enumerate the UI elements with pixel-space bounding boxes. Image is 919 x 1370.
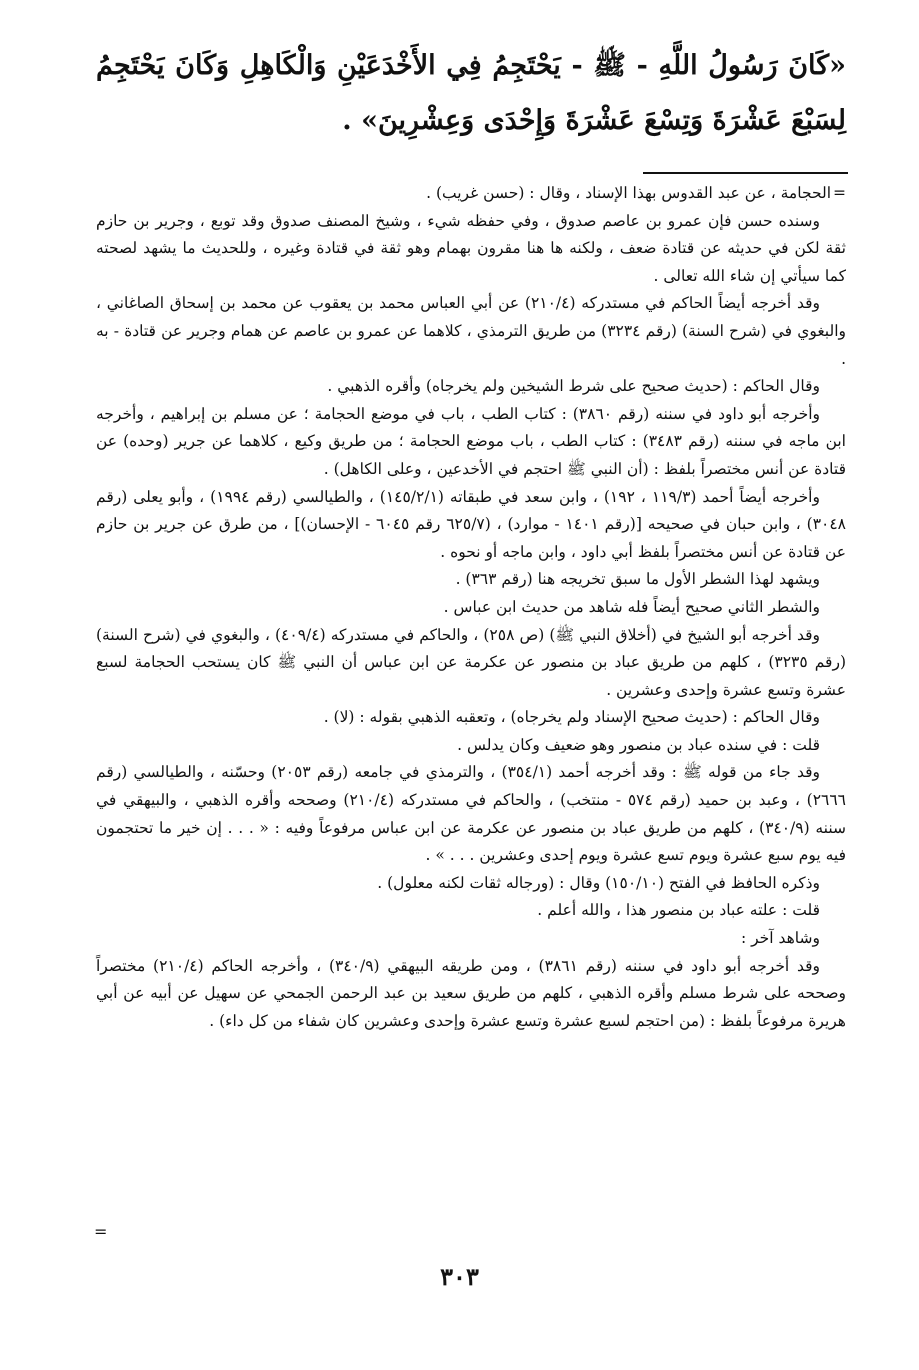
footnote-paragraph: وقال الحاكم : (حديث صحيح على شرط الشيخين ولم يخرجاه) وأقره الذهبي . bbox=[327, 377, 820, 396]
footnote-paragraph: وسنده حسن فإن عمرو بن عاصم صدوق ، وفي حفظه شيء ، وشيخ المصنف صدوق وقد توبع ، وجرير بن حازم ثقة لكن في حديثه عن قتادة ضعف ، ولكنه ها هنا مقرون بهمام وهو ثقة في قتادة وغيره ، وللحديث ما يشهد لصحته كما سيأتي إن شاء الله تعالى . bbox=[96, 211, 846, 285]
footnote-block bbox=[96, 180, 846, 1035]
footnote-end-mark: = bbox=[94, 1222, 108, 1241]
footnote-paragraph bbox=[96, 180, 846, 208]
footnote-paragraph: وقال الحاكم : (حديث صحيح الإسناد ولم يخرجاه) ، وتعقبه الذهبي بقوله : (لا) . bbox=[323, 708, 820, 727]
footnote-paragraph: وقد أخرجه أيضاً الحاكم في مستدركه (٢١٠/٤) عن أبي العباس محمد بن يعقوب عن محمد بن إسحاق الصاغاني ، والبغوي في (شرح السنة) (رقم ٣٢٣٤) من طريق الترمذي ، كلاهما عن عمرو بن عاصم عن همام وجرير عن قتادة - به . bbox=[96, 294, 847, 368]
footnote-paragraph: وقد جاء من قوله ﷺ : وقد أخرجه أحمد (٣٥٤/١) ، والترمذي في جامعه (رقم ٢٠٥٣) وحسّنه ، والطيالسي (رقم ٢٦٦٦) ، وعبد بن حميد (رقم ٥٧٤ - منتخب) ، والحاكم في مستدركه (٢١٠/٤) وصححه وأقره الذهبي ، والبيهقي في سننه (٣٤٠/٩) ، كلهم من طريق عباد بن منصور عن عكرمة عن ابن عباس مرفوعاً وفيه : « . . . إن خير ما تحتجمون فيه يوم سبع عشرة ويوم تسع عشرة ويوم إحدى وعشرين . . . » . bbox=[96, 763, 846, 865]
footnote-paragraph: وقد أخرجه أبو الشيخ في (أخلاق النبي ﷺ) (ص ٢٥٨) ، والحاكم في مستدركه (٤٠٩/٤) ، والبغوي في (شرح السنة) (رقم ٣٢٣٥) ، كلهم من طريق عباد بن منصور عن عكرمة عن ابن عباس أن النبي ﷺ كان يستحب الحجامة لسبع عشرة وتسع عشرة وإحدى وعشرين . bbox=[96, 625, 846, 699]
footnote-first-text: الحجامة ، عن عبد القدوس بهذا الإسناد ، وقال : (حسن غريب) . bbox=[426, 184, 831, 202]
continuation-mark: = bbox=[833, 184, 846, 202]
footnote-paragraph: قلت : في سنده عباد بن منصور وهو ضعيف وكان يدلس . bbox=[457, 735, 820, 754]
page-number: ٣٠٣ bbox=[440, 1262, 479, 1291]
footnote-paragraph: قلت : علته عباد بن منصور هذا ، والله أعلم . bbox=[537, 901, 820, 920]
footnote-paragraph: وقد أخرجه أبو داود في سننه (رقم ٣٨٦١) ، ومن طريقه البيهقي (٣٤٠/٩) ، وأخرجه الحاكم (٢١٠/٤) مختصراً وصححه على شرط مسلم وأقره الذهبي ، كلهم من طريق سعيد بن عبد الرحمن الجمحي عن سهيل عن أبيه عن أبي هريرة مرفوعاً بلفظ : (من احتجم لسبع عشرة وتسع عشرة وإحدى وعشرين كان شفاء من كل داء) . bbox=[96, 956, 846, 1030]
footnote-paragraph: وأخرجه أبو داود في سننه (رقم ٣٨٦٠) : كتاب الطب ، باب في موضع الحجامة ؛ عن مسلم بن إبراهيم ، وأخرجه ابن ماجه في سننه (رقم ٣٤٨٣) : كتاب الطب ، باب موضع الحجامة ؛ من طريق وكيع ، كلاهما عن جرير (وحده) عن قتادة عن أنس مختصراً بلفظ : (أن النبي ﷺ احتجم في الأخدعين ، وعلى الكاهل) . bbox=[96, 404, 846, 478]
footnote-paragraph: وأخرجه أيضاً أحمد (١١٩/٣ ، ١٩٢) ، وابن سعد في طبقاته (١٤٥/٢/١) ، والطيالسي (رقم ١٩٩٤) ، وأبو يعلى (رقم ٣٠٤٨) ، وابن حبان في صحيحه [(رقم ١٤٠١ - موارد) ، (٦٢٥/٧ رقم ٦٠٤٥ - الإحسان)] ، من طرق عن جرير بن حازم عن قتادة عن أنس مختصراً بلفظ أبي داود ، وابن ماجه أو نحوه . bbox=[96, 487, 846, 561]
footnote-paragraph: وذكره الحافظ في الفتح (١٥٠/١٠) وقال : (ورجاله ثقات لكنه معلول) . bbox=[377, 873, 820, 892]
hadith-text: «كَانَ رَسُولُ اللَّهِ - ﷺ - يَحْتَجِمُ فِي الأَخْدَعَيْنِ وَالْكَاهِلِ وَكَانَ يَحْتَجِمُ لِسَبْعَ عَشْرَةَ وَتِسْعَ عَشْرَةَ وَإِحْدَى وَعِشْرِينَ» . bbox=[96, 50, 846, 136]
footnote-paragraph: وشاهد آخر : bbox=[740, 929, 820, 948]
footnote-separator bbox=[643, 172, 848, 174]
footnote-paragraph: والشطر الثاني صحيح أيضاً فله شاهد من حديث ابن عباس . bbox=[443, 597, 820, 616]
footnote-paragraph: ويشهد لهذا الشطر الأول ما سبق تخريجه هنا (رقم ٣٦٣) . bbox=[455, 570, 820, 589]
